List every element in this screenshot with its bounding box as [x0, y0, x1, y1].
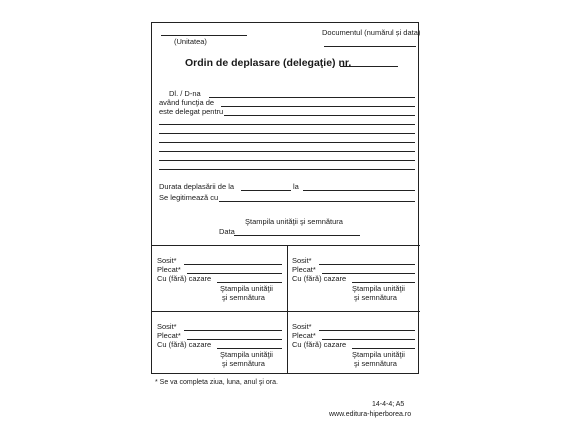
lodging-label: Cu (fără) cazare	[292, 274, 347, 283]
blank-line[interactable]	[159, 133, 415, 134]
duration-label: Durata deplasării de la	[159, 182, 235, 191]
duration-to-label: la	[293, 182, 299, 191]
arrived-line[interactable]	[184, 264, 282, 265]
grid-divider-top	[152, 245, 420, 246]
document-label: Documentul (numărul și data)	[322, 28, 421, 37]
id-line[interactable]	[219, 201, 415, 202]
document-line[interactable]	[324, 46, 416, 47]
unit-line[interactable]	[161, 35, 247, 36]
cell-stamp-label: Ştampila unităţii	[220, 350, 273, 359]
grid-divider-middle	[152, 311, 420, 312]
function-label: având funcţia de	[159, 98, 215, 107]
cell-stamp-label: Ştampila unităţii	[220, 284, 273, 293]
cell-signature-label: şi semnătura	[222, 293, 265, 302]
lodging-label: Cu (fără) cazare	[157, 274, 212, 283]
delegated-label: este delegat pentru	[159, 107, 224, 116]
product-code: 14-4-4; A5	[372, 401, 405, 408]
function-line[interactable]	[221, 106, 415, 107]
blank-line[interactable]	[159, 151, 415, 152]
arrived-line[interactable]	[184, 330, 282, 331]
arrived-label: Sosit*	[292, 256, 312, 265]
cell-signature-label: şi semnătura	[222, 359, 265, 368]
arrived-label: Sosit*	[292, 322, 312, 331]
date-label: Data	[219, 227, 235, 236]
form-title-text: Ordin de deplasare (delegaţie) nr.	[185, 57, 352, 69]
duration-from-line[interactable]	[241, 190, 291, 191]
delegation-order-form	[151, 22, 419, 422]
order-number-line[interactable]	[340, 66, 398, 67]
lodging-label: Cu (fără) cazare	[292, 340, 347, 349]
left-label: Plecat*	[157, 331, 181, 340]
cell-signature-label: şi semnătura	[354, 293, 397, 302]
stamp-label: Ştampila unităţii şi semnătura	[245, 217, 343, 226]
lodging-line[interactable]	[352, 282, 415, 283]
arrived-line[interactable]	[319, 330, 415, 331]
form-title	[185, 57, 351, 69]
arrived-line[interactable]	[319, 264, 415, 265]
cell-stamp-label: Ştampila unităţii	[352, 284, 405, 293]
grid-divider-vertical	[287, 245, 288, 374]
duration-to-line[interactable]	[303, 190, 415, 191]
lodging-line[interactable]	[217, 282, 282, 283]
delegated-line[interactable]	[224, 115, 415, 116]
lodging-line[interactable]	[217, 348, 282, 349]
footnote: * Se va completa ziua, luna, anul şi ora.	[155, 379, 278, 386]
unit-label: (Unitatea)	[174, 37, 207, 46]
cell-signature-label: şi semnătura	[354, 359, 397, 368]
blank-line[interactable]	[159, 169, 415, 170]
form-frame	[151, 22, 419, 374]
blank-line[interactable]	[159, 142, 415, 143]
arrived-label: Sosit*	[157, 322, 177, 331]
lodging-label: Cu (fără) cazare	[157, 340, 212, 349]
lodging-line[interactable]	[352, 348, 415, 349]
person-label: Dl. / D-na	[169, 89, 201, 98]
arrived-label: Sosit*	[157, 256, 177, 265]
left-label: Plecat*	[157, 265, 181, 274]
person-line[interactable]	[209, 97, 415, 98]
blank-line[interactable]	[159, 124, 415, 125]
blank-line[interactable]	[159, 160, 415, 161]
cell-stamp-label: Ştampila unităţii	[352, 350, 405, 359]
left-label: Plecat*	[292, 331, 316, 340]
left-label: Plecat*	[292, 265, 316, 274]
date-line[interactable]	[234, 235, 360, 236]
id-label: Se legitimează cu	[159, 193, 219, 202]
publisher-website: www.editura-hiperborea.ro	[329, 411, 412, 418]
